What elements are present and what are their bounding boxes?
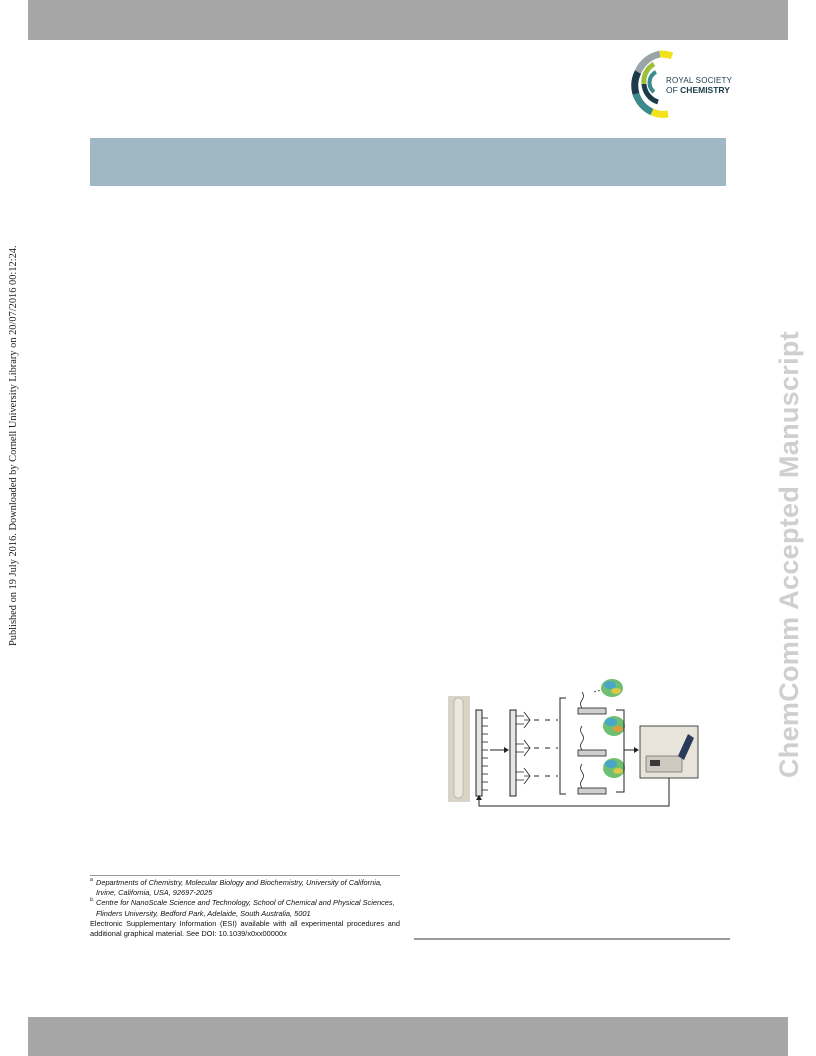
logo-text-bold: CHEMISTRY bbox=[680, 85, 730, 95]
right-column-rule bbox=[414, 938, 730, 940]
footnote-b-marker: b. bbox=[90, 897, 95, 904]
top-bar bbox=[28, 0, 788, 40]
logo-text-line2 bbox=[666, 85, 730, 95]
bracket-left bbox=[560, 698, 566, 794]
accepted-manuscript-watermark: ChemComm Accepted Manuscript bbox=[774, 331, 804, 778]
bottom-bar bbox=[28, 1017, 788, 1056]
array-2 bbox=[510, 710, 516, 796]
footnote-b bbox=[90, 898, 400, 918]
dashed-links bbox=[534, 720, 558, 776]
rsc-logo bbox=[630, 50, 733, 118]
footnote-a-marker: a bbox=[90, 877, 93, 883]
header-band bbox=[90, 138, 726, 186]
enzyme-structures bbox=[601, 679, 625, 778]
array-2-branches bbox=[516, 712, 530, 784]
footnote-a bbox=[90, 878, 400, 898]
feedback-loop bbox=[479, 778, 669, 806]
array-1-ticks bbox=[482, 718, 488, 790]
publication-side-note: Published on 19 July 2016. Downloaded by Cornell University Library on 20/07/2016 00:12:24. bbox=[8, 245, 19, 646]
array-1 bbox=[476, 710, 482, 796]
graphical-abstract-figure bbox=[442, 672, 704, 810]
footnotes bbox=[90, 878, 400, 939]
footnote-esi: Electronic Supplementary Information (ESI) available with all experimental procedures and additional graphical material. See DOI: 10.1039/x0xx00000x bbox=[90, 918, 400, 939]
logo-text-prefix: OF bbox=[666, 85, 681, 95]
logo-text-line1: ROYAL SOCIETY bbox=[666, 76, 733, 85]
footnote-a-text: Departments of Chemistry, Molecular Biology and Biochemistry, University of California, Irvine, California, USA, 92697-2025 bbox=[96, 878, 383, 898]
enzyme-strips bbox=[578, 692, 606, 794]
footnote-b-text: Centre for NanoScale Science and Technology, School of Chemical and Physical Sciences, Flinders University, Bedford Park, Adelaide, South Australia, 5001 bbox=[96, 898, 395, 918]
footnote-rule bbox=[90, 875, 400, 876]
test-tube-glass bbox=[454, 698, 463, 798]
